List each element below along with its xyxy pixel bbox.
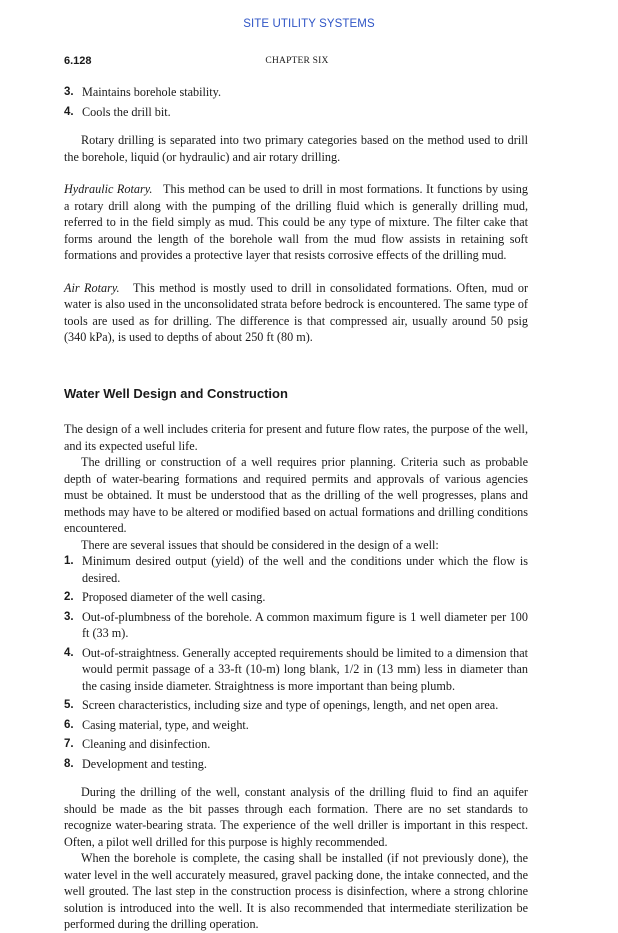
hydraulic-rotary-text: This method can be used to drill in most formations. It functions by using a rotary drill along with the pumping of the drilling fluid which is generally drilling mud, referred to in the field simply as mud. This could be any type of mixture. The filter cake that forms around the length of the borehole wall from the mud flow assists in retaining soft formations and provides a protective layer that resists corrosive effects of the drilling mud. <box>64 182 528 262</box>
list-item <box>64 609 528 642</box>
list-text: Out-of-plumbness of the borehole. A common maximum figure is 1 well diameter per 100 ft (33 m). <box>82 609 528 640</box>
air-rotary-text: This method is mostly used to drill in consolidated formations. Often, mud or water is also used in the unconsolidated strata before bedrock is encountered. The same type of tools are used as for drilling. The difference is that compressed air, usually around 50 psig (340 kPa), is used to depths of about 250 ft (80 m). <box>64 280 528 344</box>
list-text: Proposed diameter of the well casing. <box>82 590 266 604</box>
list-item <box>64 736 528 753</box>
list-number: 1. <box>64 555 74 567</box>
completion-paragraph: When the borehole is complete, the casing shall be installed (if not previously done), the water level in the well accurately measured, gravel packing done, the intake connected, and the well grouted. The last step in the construction process is disinfection, where a strong chlorine solution is introduced into the well. It is also recommended that intermediate sterilization be performed during the drilling operation. <box>64 851 528 931</box>
list-item <box>64 645 528 695</box>
list-text: Minimum desired output (yield) of the well and the conditions under which the flow is desired. <box>82 554 528 585</box>
list-number: 3. <box>64 86 74 98</box>
list-item <box>64 84 528 101</box>
list-number: 5. <box>64 699 74 711</box>
page-body <box>64 84 528 933</box>
hydraulic-rotary-paragraph <box>64 181 528 264</box>
section-heading: Water Well Design and Construction <box>64 385 288 401</box>
air-rotary-paragraph <box>64 280 528 346</box>
issues-intro-paragraph: There are several issues that should be considered in the design of a well: <box>81 537 439 552</box>
list-item <box>64 104 528 121</box>
list-item <box>64 756 528 773</box>
list-text: Screen characteristics, including size and type of openings, length, and net open area. <box>82 698 499 712</box>
design-issues-list <box>64 553 528 772</box>
running-head: SITE UTILITY SYSTEMS <box>243 18 375 30</box>
list-item <box>64 553 528 586</box>
list-item <box>64 697 528 714</box>
rotary-paragraph: Rotary drilling is separated into two primary categories based on the method used to drill the borehole, liquid (or hydraulic) and air rotary drilling. <box>64 133 528 164</box>
chapter-head: CHAPTER SIX <box>265 56 329 66</box>
planning-paragraph: The drilling or construction of a well requires prior planning. Criteria such as probable depth of water-bearing formations and required permits and approvals of various agencies must be obtained. It must be understood that as the drilling of the well progresses, plans and methods may have to be altered or modified based on actual formations and drilling conditions encountered. <box>64 455 528 535</box>
page-number: 6.128 <box>64 55 92 67</box>
list-text: Casing material, type, and weight. <box>82 717 249 732</box>
design-paragraph: The design of a well includes criteria for present and future flow rates, the purpose of the well, and its expected useful life. <box>64 422 528 453</box>
hydraulic-rotary-title: Hydraulic Rotary. <box>64 182 153 196</box>
list-text: Out-of-straightness. Generally accepted requirements should be limited to a dimension that would permit passage of a 33-ft (10-m) long blank, 1/2 in (13 mm) less in diameter than the casing inside diameter. Straightness is more important than being plumb. <box>82 645 528 693</box>
list-number: 2. <box>64 591 74 603</box>
list-number: 4. <box>64 646 74 659</box>
list-number: 6. <box>64 718 74 731</box>
list-item <box>64 589 528 606</box>
list-number: 7. <box>64 738 74 750</box>
list-number: 3. <box>64 610 74 623</box>
drilling-analysis-paragraph: During the drilling of the well, constant analysis of the drilling fluid to find an aquifer should be made as the bit passes through each formation. There are no set standards to recognize water-bearing strata. The experience of the well driller is important in this respect. Often, a pilot well drilled for this purpose is highly recommended. <box>64 785 528 849</box>
list-text: Development and testing. <box>82 756 207 771</box>
list-item <box>64 717 528 734</box>
list-text: Maintains borehole stability. <box>82 85 222 99</box>
list-number: 8. <box>64 757 74 770</box>
air-rotary-title: Air Rotary. <box>64 280 120 295</box>
list-number: 4. <box>64 105 74 118</box>
list-text: Cools the drill bit. <box>82 104 171 119</box>
list-text: Cleaning and disinfection. <box>82 737 211 751</box>
intro-list <box>64 84 528 120</box>
